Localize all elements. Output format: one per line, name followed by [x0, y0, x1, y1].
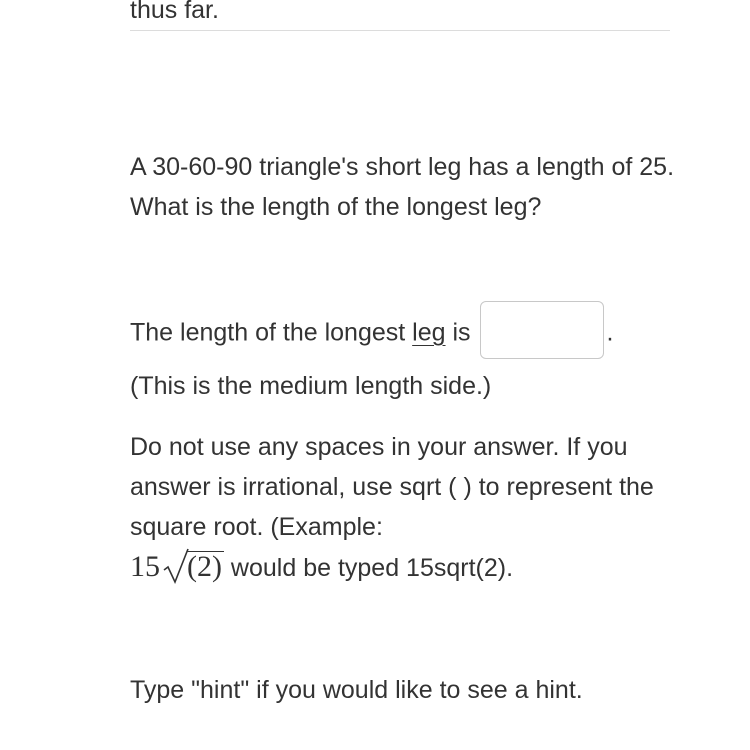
answer-prefix: The length of the longest — [130, 318, 413, 347]
square-root-icon — [163, 548, 189, 584]
answer-underlined-word: leg — [412, 318, 446, 347]
example-math — [130, 547, 224, 587]
question-text: A 30-60-90 triangle's short leg has a length of 25. What is the length of the longest leg? — [130, 153, 675, 221]
answer-line — [130, 305, 675, 363]
section-divider — [130, 30, 670, 31]
instructions — [130, 427, 675, 588]
answer-suffix: . — [606, 318, 614, 347]
hint-text: Type "hint" if you would like to see a hint. — [130, 676, 583, 704]
answer-input[interactable] — [480, 301, 604, 359]
example-coefficient: 15 — [130, 550, 160, 583]
previous-question-tail: thus far. — [130, 0, 219, 24]
note-text: (This is the medium length side.) — [130, 372, 492, 400]
answer-mid: is — [445, 318, 471, 347]
example-tail: would be typed 15sqrt(2). — [223, 554, 514, 582]
example-radicand: (2) — [187, 550, 222, 583]
instructions-text: Do not use any spaces in your answer. If you answer is irrational, use sqrt ( ) to represent the square root. (Example: — [130, 433, 654, 541]
